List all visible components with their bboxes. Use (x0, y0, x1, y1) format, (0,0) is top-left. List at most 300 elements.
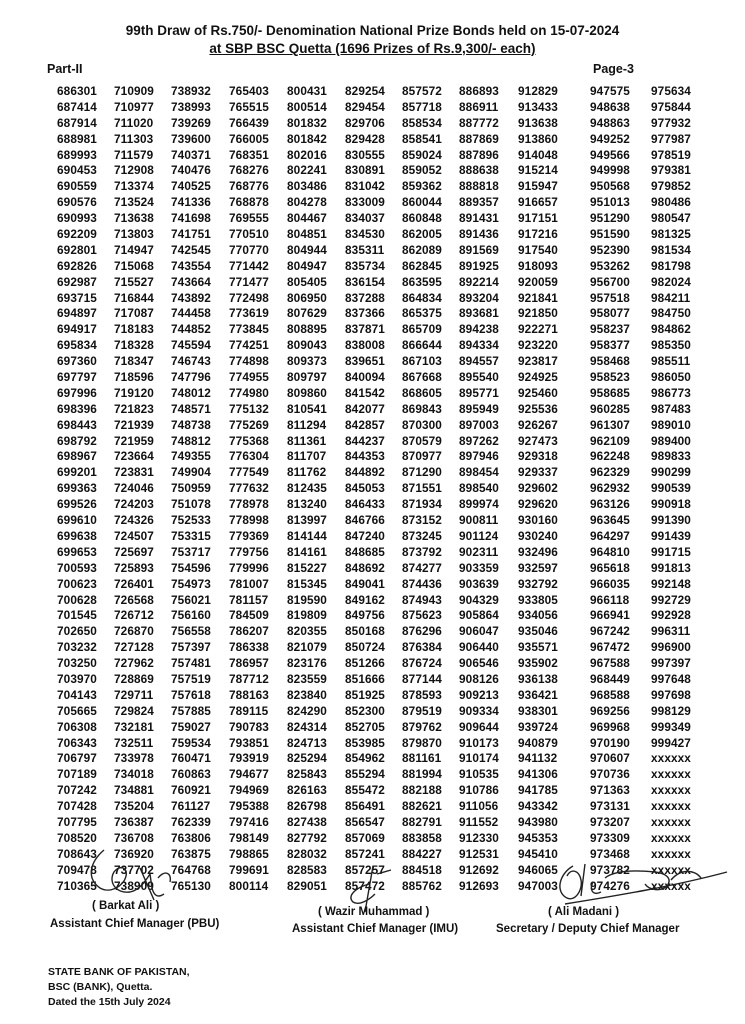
prize-bond-number: 958468 (590, 354, 630, 369)
prize-bond-number: 897262 (459, 433, 499, 448)
prize-bond-number: 738932 (171, 84, 211, 98)
prize-bond-number: 893204 (459, 290, 499, 305)
prize-bond-number: 961307 (590, 417, 630, 432)
prize-bond-number: 710977 (114, 99, 154, 114)
prize-bond-number: 797416 (229, 814, 269, 829)
table-row (0, 624, 745, 640)
prize-bond-number: 989400 (651, 433, 691, 448)
prize-bond-number: 918093 (518, 258, 558, 273)
prize-bond-number: 882188 (402, 783, 442, 798)
prize-bond-number: 739600 (171, 131, 211, 146)
prize-bond-number: 757397 (171, 640, 211, 655)
prize-bond-number: 697996 (57, 385, 97, 400)
prize-bond-number: 851266 (345, 656, 385, 671)
prize-bond-number: 891569 (459, 242, 499, 257)
prize-bond-number: 968588 (590, 687, 630, 702)
table-row (0, 815, 745, 831)
prize-bond-number: 756160 (171, 608, 211, 623)
prize-bond-number: 711303 (114, 131, 154, 146)
prize-bond-number: 963645 (590, 513, 630, 528)
prize-bond-number: 748571 (171, 401, 211, 416)
prize-bond-number: 958237 (590, 322, 630, 337)
prize-bond-number: 803486 (287, 179, 327, 194)
prize-bond-number: 804947 (287, 258, 327, 273)
prize-bond-number: 932597 (518, 560, 558, 575)
prize-bond-number: 876296 (402, 624, 442, 639)
issuer-office: BSC (BANK), Quetta. (48, 981, 153, 993)
prize-bond-number: 804851 (287, 227, 327, 242)
prize-bond-number: 882791 (402, 814, 442, 829)
prize-bond-number: 966118 (590, 592, 630, 607)
prize-bond-number: 718328 (114, 338, 154, 353)
prize-bond-number: 873245 (402, 528, 442, 543)
prize-bond-number: 958077 (590, 306, 630, 321)
prize-bond-number: 695834 (57, 338, 97, 353)
table-row (0, 831, 745, 847)
prize-bond-number: 912693 (459, 878, 499, 893)
prize-bond-number: 857241 (345, 846, 385, 861)
prize-bond-number: 736708 (114, 830, 154, 845)
prize-bond-number: 748812 (171, 433, 211, 448)
prize-bond-number: 759027 (171, 719, 211, 734)
prize-bond-number: 774251 (229, 338, 269, 353)
prize-bond-number: 821079 (287, 640, 327, 655)
table-row (0, 720, 745, 736)
signatory-designation: Assistant Chief Manager (IMU) (292, 923, 459, 935)
prize-bond-number: 991813 (651, 560, 691, 575)
prize-bond-number: 883858 (402, 830, 442, 845)
prize-bond-number: 981534 (651, 242, 691, 257)
prize-bond-number: 697797 (57, 370, 97, 385)
prize-bond-number: 725697 (114, 544, 154, 559)
prize-bond-number: 842077 (345, 401, 385, 416)
prize-bond-number: 966941 (590, 608, 630, 623)
prize-bond-number: 926267 (518, 417, 558, 432)
prize-bond-number: 708643 (57, 846, 97, 861)
prize-bond-number: 999349 (651, 719, 691, 734)
table-row (0, 227, 745, 243)
prize-bond-number: 929602 (518, 481, 558, 496)
prize-bond-number: 828583 (287, 862, 327, 877)
prize-bond-number: 910535 (459, 767, 499, 782)
prize-bond-number: 778998 (229, 513, 269, 528)
prize-bond-number: 738909 (114, 878, 154, 893)
prize-bond-number: 970736 (590, 767, 630, 782)
prize-bond-number: 721959 (114, 433, 154, 448)
prize-bond-number: 873792 (402, 544, 442, 559)
prize-bond-number: 876724 (402, 656, 442, 671)
prize-bond-number: 970607 (590, 751, 630, 766)
prize-bond-number: 945353 (518, 830, 558, 845)
prize-bond-number: 911552 (459, 814, 499, 829)
prize-bond-number: 788163 (229, 687, 269, 702)
prize-bond-number: 921850 (518, 306, 558, 321)
prize-bond-number: 992928 (651, 608, 691, 623)
prize-bond-number: 699610 (57, 513, 97, 528)
prize-bond-number: 829428 (345, 131, 385, 146)
prize-bond-number: 948863 (590, 115, 630, 130)
prize-bond-number: 757618 (171, 687, 211, 702)
prize-bond-number: 810541 (287, 401, 327, 416)
table-row (0, 322, 745, 338)
table-row (0, 481, 745, 497)
prize-bond-number: 992148 (651, 576, 691, 591)
prize-bond-number: 842857 (345, 417, 385, 432)
issuer-name: STATE BANK OF PAKISTAN, (48, 966, 190, 978)
table-row (0, 195, 745, 211)
prize-bond-number: 990299 (651, 465, 691, 480)
prize-bond-number: 690576 (57, 195, 97, 210)
prize-bond-number: 979381 (651, 163, 691, 178)
prize-bond-number: 774898 (229, 354, 269, 369)
prize-bond-number: 898454 (459, 465, 499, 480)
prize-bond-number: 849041 (345, 576, 385, 591)
prize-bond-number: 991439 (651, 528, 691, 543)
table-row (0, 291, 745, 307)
prize-bond-number: 981798 (651, 258, 691, 273)
prize-bond-number: 811762 (287, 465, 327, 480)
prize-bond-number: 772498 (229, 290, 269, 305)
prize-bond-number: xxxxxx (651, 783, 691, 798)
prize-bond-number: 715068 (114, 258, 154, 273)
prize-bond-number: 932496 (518, 544, 558, 559)
prize-bond-number: 924925 (518, 370, 558, 385)
prize-bond-number: 700628 (57, 592, 97, 607)
prize-bond-number: 704143 (57, 687, 97, 702)
prize-bond-number: 706343 (57, 735, 97, 750)
prize-bond-number: 784509 (229, 608, 269, 623)
prize-bond-number: 717087 (114, 306, 154, 321)
prize-bond-number: 705665 (57, 703, 97, 718)
prize-bond-number: 885762 (402, 878, 442, 893)
prize-bond-number: xxxxxx (651, 814, 691, 829)
prize-bond-number: 876384 (402, 640, 442, 655)
prize-bond-number: 991715 (651, 544, 691, 559)
prize-bond-number: 703250 (57, 656, 97, 671)
prize-bond-number: 929318 (518, 449, 558, 464)
prize-bond-number: 693715 (57, 290, 97, 305)
prize-bond-number: 943980 (518, 814, 558, 829)
prize-bond-number: 726568 (114, 592, 154, 607)
prize-bond-number: 957518 (590, 290, 630, 305)
table-row (0, 704, 745, 720)
prize-bond-number: 977932 (651, 115, 691, 130)
prize-bond-number: 808895 (287, 322, 327, 337)
prize-bond-number: 862089 (402, 242, 442, 257)
prize-bond-number: 909644 (459, 719, 499, 734)
prize-bond-number: 744852 (171, 322, 211, 337)
prize-bond-number: 964810 (590, 544, 630, 559)
prize-bond-number: 997648 (651, 671, 691, 686)
prize-bond-number: 795388 (229, 799, 269, 814)
prize-bond-number: 996311 (651, 624, 691, 639)
prize-bond-number: 748012 (171, 385, 211, 400)
prize-bond-number: 934056 (518, 608, 558, 623)
prize-bond-number: 759534 (171, 735, 211, 750)
prize-bond-number: 815345 (287, 576, 327, 591)
prize-bond-number: 882621 (402, 799, 442, 814)
prize-bond-number: 887869 (459, 131, 499, 146)
prize-bond-number: 888818 (459, 179, 499, 194)
table-row (0, 545, 745, 561)
prize-bond-number: 786957 (229, 656, 269, 671)
table-row (0, 354, 745, 370)
prize-bond-number: 869843 (402, 401, 442, 416)
prize-bond-number: 775132 (229, 401, 269, 416)
table-row (0, 148, 745, 164)
prize-bond-number: 715527 (114, 274, 154, 289)
prize-bond-number: 777549 (229, 465, 269, 480)
prize-bond-number: 854962 (345, 751, 385, 766)
table-row (0, 561, 745, 577)
signatory-name: ( Ali Madani ) (548, 906, 620, 918)
prize-bond-number: 724203 (114, 497, 154, 512)
prize-bond-number: 732181 (114, 719, 154, 734)
table-row (0, 386, 745, 402)
prize-bond-number: 858541 (402, 131, 442, 146)
prize-bond-number: 694917 (57, 322, 97, 337)
prize-bond-number: 837871 (345, 322, 385, 337)
table-row (0, 497, 745, 513)
prize-bond-number: 911056 (459, 799, 499, 814)
prize-bond-number: 906546 (459, 656, 499, 671)
prize-bond-number: 913638 (518, 115, 558, 130)
prize-bond-number: 687914 (57, 115, 97, 130)
prize-bond-number: 736387 (114, 814, 154, 829)
prize-bond-number: 999427 (651, 735, 691, 750)
prize-bond-number: 734018 (114, 767, 154, 782)
prize-bond-number: 945410 (518, 846, 558, 861)
prize-bond-number: 764768 (171, 862, 211, 877)
prize-bond-number: 779756 (229, 544, 269, 559)
prize-bond-number: 909213 (459, 687, 499, 702)
prize-bond-number: 962329 (590, 465, 630, 480)
prize-bond-number: 969968 (590, 719, 630, 734)
prize-bond-number: 879519 (402, 703, 442, 718)
prize-bond-number: 871551 (402, 481, 442, 496)
prize-bond-number: 829454 (345, 99, 385, 114)
prize-bond-number: 776304 (229, 449, 269, 464)
prize-bond-number: 990918 (651, 497, 691, 512)
part-label: Part-II (47, 62, 83, 76)
prize-bond-number: 756558 (171, 624, 211, 639)
prize-bond-number: 886893 (459, 84, 499, 98)
prize-bond-number: 702650 (57, 624, 97, 639)
prize-bond-number: 798865 (229, 846, 269, 861)
prize-bond-number: 697360 (57, 354, 97, 369)
signatory-designation: Assistant Chief Manager (PBU) (50, 918, 220, 930)
prize-bond-number: 703232 (57, 640, 97, 655)
prize-bond-number: 881994 (402, 767, 442, 782)
prize-bond-number: 889357 (459, 195, 499, 210)
prize-bond-number: 823840 (287, 687, 327, 702)
prize-bond-number: 923220 (518, 338, 558, 353)
prize-bond-number: 699363 (57, 481, 97, 496)
prize-bond-number: 829706 (345, 115, 385, 130)
prize-bond-number: 741336 (171, 195, 211, 210)
prize-bond-number: 851925 (345, 687, 385, 702)
prize-bond-number: 799691 (229, 862, 269, 877)
prize-bond-number: 770510 (229, 227, 269, 242)
prize-bond-number: 923817 (518, 354, 558, 369)
prize-bond-number: 793851 (229, 735, 269, 750)
prize-bond-number: 750959 (171, 481, 211, 496)
prize-bond-number: 932792 (518, 576, 558, 591)
prize-bond-number: 852300 (345, 703, 385, 718)
prize-bond-number: 857718 (402, 99, 442, 114)
prize-bond-number: 827792 (287, 830, 327, 845)
prize-bond-number: 897946 (459, 449, 499, 464)
prize-bond-number: 941785 (518, 783, 558, 798)
prize-bond-number: 760863 (171, 767, 211, 782)
prize-bond-number: 790783 (229, 719, 269, 734)
prize-bond-number: xxxxxx (651, 751, 691, 766)
prize-bond-number: 709478 (57, 862, 97, 877)
prize-bond-number: xxxxxx (651, 767, 691, 782)
prize-bond-number: 973309 (590, 830, 630, 845)
prize-bond-number: 966035 (590, 576, 630, 591)
prize-bond-number: 879762 (402, 719, 442, 734)
prize-bond-number: 952390 (590, 242, 630, 257)
prize-bond-number: 870300 (402, 417, 442, 432)
prize-bond-number: 915947 (518, 179, 558, 194)
table-row (0, 672, 745, 688)
prize-bond-number: 740525 (171, 179, 211, 194)
prize-bond-number: 729824 (114, 703, 154, 718)
prize-bond-number: 951590 (590, 227, 630, 242)
prize-bond-number: 824290 (287, 703, 327, 718)
prize-bond-number: 917151 (518, 211, 558, 226)
prize-bond-number: 727962 (114, 656, 154, 671)
prize-bond-number: 857572 (402, 84, 442, 98)
table-row (0, 306, 745, 322)
prize-bond-number: 875623 (402, 608, 442, 623)
prize-bond-number: 752533 (171, 513, 211, 528)
table-row (0, 799, 745, 815)
prize-bond-number: 905864 (459, 608, 499, 623)
prize-bond-number: 871290 (402, 465, 442, 480)
prize-bond-number: 862845 (402, 258, 442, 273)
table-row (0, 656, 745, 672)
prize-bond-number: 815227 (287, 560, 327, 575)
prize-bond-number: 902311 (459, 544, 499, 559)
prize-bond-number: 830555 (345, 147, 385, 162)
prize-bond-number: 812435 (287, 481, 327, 496)
prize-bond-number: xxxxxx (651, 799, 691, 814)
prize-bond-number: 846433 (345, 497, 385, 512)
prize-bond-number: 978519 (651, 147, 691, 162)
table-row (0, 577, 745, 593)
table-row (0, 370, 745, 386)
prize-bond-number: 724507 (114, 528, 154, 543)
prize-bond-number: 980486 (651, 195, 691, 210)
prize-bond-number: 718347 (114, 354, 154, 369)
prize-bond-number: 912531 (459, 846, 499, 861)
prize-bond-number: 700623 (57, 576, 97, 591)
prize-bond-number: 962932 (590, 481, 630, 496)
prize-bond-number: 820355 (287, 624, 327, 639)
prize-bond-number: 877144 (402, 671, 442, 686)
prize-bond-number: 847240 (345, 528, 385, 543)
prize-bond-number: 870579 (402, 433, 442, 448)
prize-bond-number: 990539 (651, 481, 691, 496)
prize-bond-number: 738993 (171, 99, 211, 114)
prize-bond-number: 982024 (651, 274, 691, 289)
prize-bond-number: 800514 (287, 99, 327, 114)
prize-bond-number: 757481 (171, 656, 211, 671)
prize-bond-number: 743664 (171, 274, 211, 289)
prize-bond-number: 917540 (518, 242, 558, 257)
prize-bond-number: 844892 (345, 465, 385, 480)
prize-bond-number: 700593 (57, 560, 97, 575)
prize-bond-number: 692826 (57, 258, 97, 273)
prize-bond-number: 811361 (287, 433, 327, 448)
prize-bond-number: 948638 (590, 99, 630, 114)
prize-bond-number: 754596 (171, 560, 211, 575)
prize-bond-number: 849756 (345, 608, 385, 623)
prize-bond-number: 690559 (57, 179, 97, 194)
prize-bond-number: 989010 (651, 417, 691, 432)
prize-bond-number: 991390 (651, 513, 691, 528)
prize-bond-number: 943342 (518, 799, 558, 814)
prize-bond-number: 753717 (171, 544, 211, 559)
prize-bond-number: 809860 (287, 385, 327, 400)
prize-bond-number: 849162 (345, 592, 385, 607)
prize-bond-number: 935046 (518, 624, 558, 639)
prize-bond-number: 848692 (345, 560, 385, 575)
prize-bond-number: 987483 (651, 401, 691, 416)
prize-bond-number: 862005 (402, 227, 442, 242)
table-row (0, 608, 745, 624)
prize-bond-number: 844237 (345, 433, 385, 448)
prize-bond-number: 973131 (590, 799, 630, 814)
prize-bond-number: 710365 (57, 878, 97, 893)
prize-bond-number: 838008 (345, 338, 385, 353)
prize-bond-number: 745594 (171, 338, 211, 353)
prize-bond-number: 737702 (114, 862, 154, 877)
prize-bond-number: 949998 (590, 163, 630, 178)
prize-bond-number: xxxxxx (651, 862, 691, 877)
prize-bond-number: 823176 (287, 656, 327, 671)
prize-bond-number: 830891 (345, 163, 385, 178)
table-row (0, 100, 745, 116)
prize-bond-number: 975844 (651, 99, 691, 114)
table-row (0, 513, 745, 529)
prize-bond-number: 690993 (57, 211, 97, 226)
prize-bond-number: 894334 (459, 338, 499, 353)
prize-bond-number: 903359 (459, 560, 499, 575)
prize-bond-number: 973468 (590, 846, 630, 861)
prize-bond-number: 935571 (518, 640, 558, 655)
prize-bond-number: 699526 (57, 497, 97, 512)
prize-bond-number: 925536 (518, 401, 558, 416)
prize-bond-number: 864834 (402, 290, 442, 305)
prize-bond-number: 798149 (229, 830, 269, 845)
prize-bond-number: 871934 (402, 497, 442, 512)
prize-bond-number: 910173 (459, 735, 499, 750)
prize-bond-number: 913433 (518, 99, 558, 114)
prize-bond-number: 824314 (287, 719, 327, 734)
prize-bond-number: 835734 (345, 258, 385, 273)
prize-bond-number: 766005 (229, 131, 269, 146)
prize-bond-number: 809043 (287, 338, 327, 353)
prize-bond-number: 694897 (57, 306, 97, 321)
prize-bond-number: 707428 (57, 799, 97, 814)
prize-bond-number: 938301 (518, 703, 558, 718)
prize-bond-number: 690453 (57, 163, 97, 178)
prize-bond-number: 897003 (459, 417, 499, 432)
prize-bond-number: 960285 (590, 401, 630, 416)
